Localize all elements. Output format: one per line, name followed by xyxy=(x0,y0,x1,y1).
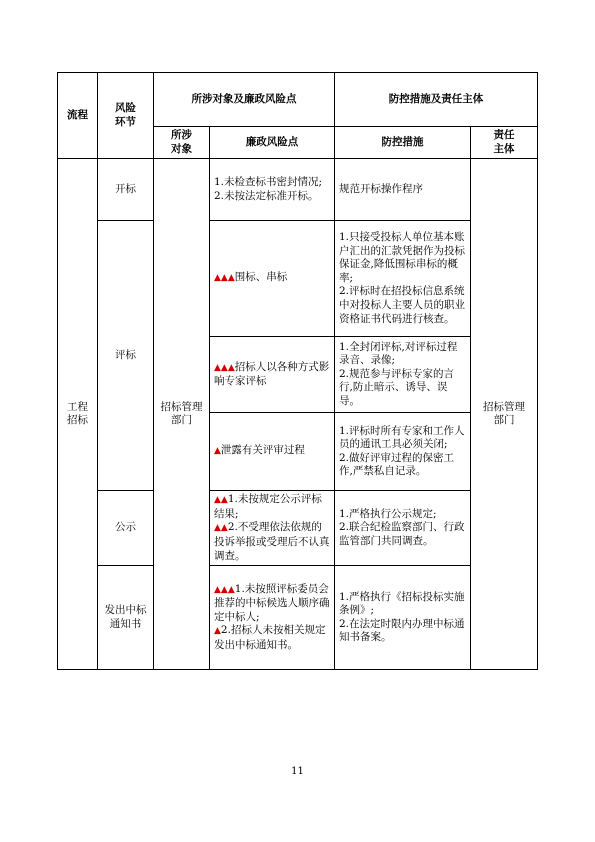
header-subject xyxy=(471,127,538,159)
risk-point-text: 围标、串标 xyxy=(234,271,288,284)
risk-point xyxy=(214,521,330,563)
risk-point xyxy=(214,176,330,190)
risk-point xyxy=(214,271,330,286)
header-objects-text: 所涉 对象 xyxy=(171,129,192,155)
header-process: 流程 xyxy=(58,73,98,159)
measure-item: 规范开标操作程序 xyxy=(339,182,423,195)
measures-cell xyxy=(335,566,471,670)
measure-item: 2.评标时在招投标信息系统中对投标人主要人员的职业资格证书代码进行核查。 xyxy=(339,285,465,325)
risk-level-icon: ▲ xyxy=(214,446,221,457)
risk-point-text: 1.未按照评标委员会推荐的中标候选人顺序确定中标人; xyxy=(214,582,330,623)
measure-item: 1.只接受投标人单位基本账户汇出的汇款凭据作为投标保证金,降低围标串标的概率; xyxy=(339,231,465,284)
measures-cell xyxy=(335,159,471,221)
process-cell: 工程 招标 xyxy=(58,159,98,670)
risk-level-icon: ▲▲▲ xyxy=(214,584,235,595)
header-points: 廉政风险点 xyxy=(210,127,335,159)
table-row xyxy=(58,566,538,670)
risk-point xyxy=(214,361,330,389)
risk-link-cell: 开标 xyxy=(98,159,154,221)
table-row xyxy=(58,221,538,337)
measure-item: 1.评标时所有专家和工作人员的通讯工具必须关闭; xyxy=(339,424,465,451)
risk-point xyxy=(214,624,330,652)
risk-points-cell xyxy=(210,491,335,566)
risk-level-icon: ▲▲ xyxy=(214,523,228,534)
header-objects-points: 所涉对象及廉政风险点 xyxy=(154,73,335,127)
risk-link-cell: 评标 xyxy=(98,221,154,491)
risk-point-text: 1.未按规定公示评标结果; xyxy=(214,493,322,520)
measure-item: 2.规范参与评标专家的言行,防止暗示、诱导、误导。 xyxy=(339,367,455,408)
measures-cell xyxy=(335,413,471,491)
risk-table xyxy=(57,72,538,670)
risk-points-cell xyxy=(210,159,335,221)
risk-point-text: 泄露有关评审过程 xyxy=(220,444,305,457)
risk-level-icon: ▲▲▲ xyxy=(214,273,235,284)
risk-points-cell xyxy=(210,221,335,337)
header-row-1 xyxy=(58,73,538,127)
risk-points-cell xyxy=(210,413,335,491)
risk-point xyxy=(214,583,330,625)
risk-point-text: 2.不受理依法依规的投诉举报或受理后不认真调查。 xyxy=(214,521,330,562)
header-objects xyxy=(154,127,210,159)
measures-cell xyxy=(335,491,471,566)
risk-point-text: 2.未按法定标准开标。 xyxy=(214,189,319,202)
table-row xyxy=(58,491,538,566)
risk-point-text: 1.未检查标书密封情况; xyxy=(214,176,323,189)
table-row xyxy=(58,159,538,221)
risk-points-cell xyxy=(210,337,335,413)
measure-item: 2.联合纪检监察部门、行政监管部门共同调查。 xyxy=(339,521,465,547)
header-subject-text: 责任 主体 xyxy=(493,129,515,155)
page-number: 11 xyxy=(291,766,304,777)
header-risk-link xyxy=(98,73,154,159)
subject-cell: 招标管理 部门 xyxy=(471,159,538,670)
measures-cell xyxy=(335,337,471,413)
measure-item: 1.严格执行公示规定; xyxy=(339,507,437,520)
risk-link-cell: 公示 xyxy=(98,491,154,566)
header-risk-link-text: 风险 环节 xyxy=(115,102,136,128)
risk-point xyxy=(214,190,330,204)
risk-point xyxy=(214,444,330,459)
risk-points-cell xyxy=(210,566,335,670)
risk-point-text: 招标人以各种方式影响专家评标 xyxy=(214,360,330,388)
measure-item: 2.做好评审过程的保密工作,严禁私自记录。 xyxy=(339,451,455,478)
risk-level-icon: ▲ xyxy=(214,626,221,637)
measure-item: 1.全封闭评标,对评标过程录音、录像; xyxy=(339,340,458,367)
risk-link-cell: 发出中标 通知书 xyxy=(98,566,154,670)
measure-item: 2.在法定时限内办理中标通知书备案。 xyxy=(339,617,465,644)
measures-cell xyxy=(335,221,471,337)
header-measures: 防控措施 xyxy=(335,127,471,159)
header-measures-subject: 防控措施及责任主体 xyxy=(335,73,538,127)
risk-level-icon: ▲▲▲ xyxy=(214,362,235,373)
risk-point xyxy=(214,493,330,521)
risk-level-icon: ▲▲ xyxy=(214,495,228,506)
risk-point-text: 2.招标人未按相关规定发出中标通知书。 xyxy=(214,624,326,652)
object-cell: 招标管理 部门 xyxy=(154,159,210,670)
measure-item: 1.严格执行《招标投标实施条例》; xyxy=(339,590,465,617)
